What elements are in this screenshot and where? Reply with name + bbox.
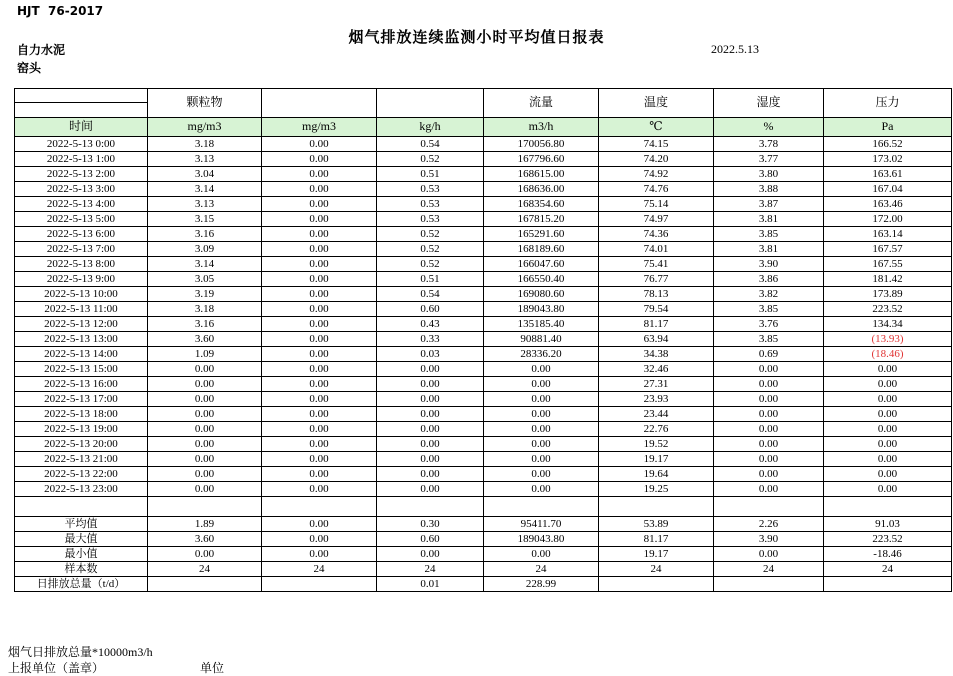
value-cell: 0.00	[714, 452, 824, 467]
value-cell: 19.25	[599, 482, 714, 497]
report-table	[14, 88, 952, 592]
value-cell: 76.77	[599, 272, 714, 287]
table-row	[15, 182, 952, 197]
row-label-cell: 2022-5-13 1:00	[15, 152, 148, 167]
summary-rows	[15, 517, 952, 592]
row-label-cell: 2022-5-13 12:00	[15, 317, 148, 332]
value-cell	[262, 577, 377, 592]
value-cell: 0.00	[714, 467, 824, 482]
value-cell: 0.60	[377, 532, 484, 547]
value-cell: 0.00	[148, 437, 262, 452]
unit-m3-h: m3/h	[484, 118, 599, 137]
table-row	[15, 362, 952, 377]
value-cell: 0.00	[377, 407, 484, 422]
value-cell: 19.64	[599, 467, 714, 482]
value-cell: 3.60	[148, 532, 262, 547]
value-cell: 0.00	[484, 467, 599, 482]
value-cell: 3.19	[148, 287, 262, 302]
value-cell: 0.00	[714, 482, 824, 497]
value-cell: 0.00	[262, 332, 377, 347]
row-label-cell: 2022-5-13 3:00	[15, 182, 148, 197]
value-cell: 0.00	[714, 362, 824, 377]
row-label-cell: 2022-5-13 0:00	[15, 137, 148, 152]
value-cell: 0.00	[262, 272, 377, 287]
value-cell: 0.00	[262, 182, 377, 197]
corner-cell-bottom	[15, 103, 148, 118]
value-cell: 19.17	[599, 452, 714, 467]
value-cell: 19.52	[599, 437, 714, 452]
value-cell: 74.15	[599, 137, 714, 152]
value-cell: 0.00	[377, 452, 484, 467]
value-cell: 74.20	[599, 152, 714, 167]
value-cell: 24	[714, 562, 824, 577]
value-cell: 0.53	[377, 182, 484, 197]
value-cell: 3.60	[148, 332, 262, 347]
value-cell: 189043.80	[484, 532, 599, 547]
row-label-cell: 2022-5-13 5:00	[15, 212, 148, 227]
value-cell: 0.00	[262, 437, 377, 452]
table-row	[15, 242, 952, 257]
value-cell: 0.00	[148, 392, 262, 407]
value-cell: 0.00	[262, 302, 377, 317]
value-cell: 0.00	[262, 377, 377, 392]
value-cell: 2.26	[714, 517, 824, 532]
value-cell: 0.00	[148, 422, 262, 437]
value-cell: 53.89	[599, 517, 714, 532]
value-cell: 0.00	[262, 392, 377, 407]
value-cell: 228.99	[484, 577, 599, 592]
value-cell: 90881.40	[484, 332, 599, 347]
value-cell: 3.14	[148, 182, 262, 197]
value-cell: 19.17	[599, 547, 714, 562]
value-cell: 74.76	[599, 182, 714, 197]
value-cell: 169080.60	[484, 287, 599, 302]
company-name: 自力水泥	[17, 43, 66, 57]
row-label-cell: 2022-5-13 4:00	[15, 197, 148, 212]
value-cell: 1.09	[148, 347, 262, 362]
value-cell: 0.43	[377, 317, 484, 332]
value-cell: 0.53	[377, 197, 484, 212]
value-cell: 0.00	[262, 362, 377, 377]
table-row	[15, 167, 952, 182]
value-cell: 0.00	[484, 392, 599, 407]
value-cell: 0.52	[377, 257, 484, 272]
group-header-temperature: 温度	[599, 89, 714, 118]
value-cell: 3.90	[714, 257, 824, 272]
value-cell: 0.00	[484, 452, 599, 467]
value-cell: 75.41	[599, 257, 714, 272]
value-cell: 0.00	[262, 482, 377, 497]
value-cell: 3.13	[148, 197, 262, 212]
summary-row	[15, 547, 952, 562]
value-cell: 0.00	[714, 547, 824, 562]
value-cell: 0.54	[377, 137, 484, 152]
row-label-cell: 平均值	[15, 517, 148, 532]
value-cell: 0.01	[377, 577, 484, 592]
value-cell: 163.14	[824, 227, 952, 242]
table-row	[15, 407, 952, 422]
value-cell: 23.44	[599, 407, 714, 422]
value-cell: 0.00	[262, 422, 377, 437]
value-cell: 0.54	[377, 287, 484, 302]
value-cell: 0.00	[262, 532, 377, 547]
value-cell: 168636.00	[484, 182, 599, 197]
value-cell: 24	[148, 562, 262, 577]
value-cell: 0.00	[377, 377, 484, 392]
value-cell: 0.00	[714, 392, 824, 407]
value-cell: 0.30	[377, 517, 484, 532]
value-cell: 0.00	[377, 422, 484, 437]
value-cell: 167815.20	[484, 212, 599, 227]
table-row	[15, 257, 952, 272]
value-cell: 223.52	[824, 532, 952, 547]
corner-cell-top	[15, 89, 148, 103]
table-row	[15, 317, 952, 332]
page-title: 烟气排放连续监测小时平均值日报表	[348, 28, 605, 46]
value-cell: 1.89	[148, 517, 262, 532]
table-row	[15, 392, 952, 407]
value-cell: 0.00	[262, 227, 377, 242]
value-cell: 0.00	[262, 347, 377, 362]
value-cell: 163.61	[824, 167, 952, 182]
row-label-cell: 最大值	[15, 532, 148, 547]
table-row	[15, 332, 952, 347]
unit-percent: %	[714, 118, 824, 137]
summary-row	[15, 577, 952, 592]
row-label-cell: 2022-5-13 14:00	[15, 347, 148, 362]
row-label-cell: 样本数	[15, 562, 148, 577]
value-cell: 0.00	[824, 392, 952, 407]
group-header-flow: 流量	[484, 89, 599, 118]
value-cell: 167.55	[824, 257, 952, 272]
value-cell: 0.00	[714, 437, 824, 452]
value-cell: 0.00	[148, 362, 262, 377]
value-cell: 170056.80	[484, 137, 599, 152]
value-cell: 3.82	[714, 287, 824, 302]
value-cell: 0.00	[484, 422, 599, 437]
value-cell: 3.87	[714, 197, 824, 212]
row-label-cell: 最小值	[15, 547, 148, 562]
table-row	[15, 347, 952, 362]
value-cell: 0.52	[377, 152, 484, 167]
value-cell: 0.00	[262, 452, 377, 467]
row-label-cell: 2022-5-13 13:00	[15, 332, 148, 347]
value-cell: 0.00	[824, 407, 952, 422]
value-cell: 0.00	[824, 467, 952, 482]
unit-mg-m3-2: mg/m3	[262, 118, 377, 137]
units-header-row	[15, 118, 952, 137]
value-cell: 0.00	[262, 257, 377, 272]
value-cell: 78.13	[599, 287, 714, 302]
value-cell: 27.31	[599, 377, 714, 392]
value-cell: 0.00	[714, 377, 824, 392]
value-cell: 3.90	[714, 532, 824, 547]
value-cell: 95411.70	[484, 517, 599, 532]
row-label-cell: 2022-5-13 11:00	[15, 302, 148, 317]
value-cell: 0.00	[484, 407, 599, 422]
row-label-cell: 日排放总量（t/d）	[15, 577, 148, 592]
value-cell: 0.00	[377, 482, 484, 497]
value-cell	[599, 577, 714, 592]
table-row	[15, 287, 952, 302]
table-row	[15, 482, 952, 497]
group-header-blank-2	[377, 89, 484, 118]
value-cell: 0.00	[484, 362, 599, 377]
unit-pa: Pa	[824, 118, 952, 137]
summary-row	[15, 517, 952, 532]
value-cell: (18.46)	[824, 347, 952, 362]
value-cell: 3.16	[148, 317, 262, 332]
value-cell: 79.54	[599, 302, 714, 317]
value-cell: 0.00	[262, 167, 377, 182]
value-cell: 3.78	[714, 137, 824, 152]
value-cell: 0.00	[262, 197, 377, 212]
value-cell: 3.85	[714, 302, 824, 317]
value-cell: 0.52	[377, 242, 484, 257]
doc-code: HJT 76-2017	[17, 4, 104, 18]
value-cell: 24	[824, 562, 952, 577]
table-row	[15, 227, 952, 242]
value-cell: 0.00	[148, 467, 262, 482]
value-cell: 0.00	[377, 392, 484, 407]
value-cell: 0.00	[484, 437, 599, 452]
value-cell: -18.46	[824, 547, 952, 562]
value-cell: 0.00	[377, 437, 484, 452]
value-cell: 166550.40	[484, 272, 599, 287]
value-cell: 0.00	[262, 242, 377, 257]
unit-mg-m3-1: mg/m3	[148, 118, 262, 137]
value-cell: 167.57	[824, 242, 952, 257]
group-header-particulate: 颗粒物	[148, 89, 262, 118]
value-cell: 28336.20	[484, 347, 599, 362]
value-cell: 75.14	[599, 197, 714, 212]
value-cell: 0.00	[484, 547, 599, 562]
table-row	[15, 212, 952, 227]
value-cell: 223.52	[824, 302, 952, 317]
value-cell: 3.14	[148, 257, 262, 272]
value-cell: 3.16	[148, 227, 262, 242]
value-cell: 0.00	[484, 482, 599, 497]
value-cell: 0.53	[377, 212, 484, 227]
row-label-cell: 2022-5-13 21:00	[15, 452, 148, 467]
header-time: 时间	[15, 118, 148, 137]
value-cell: 0.00	[714, 407, 824, 422]
value-cell: 63.94	[599, 332, 714, 347]
value-cell: 167796.60	[484, 152, 599, 167]
row-label-cell: 2022-5-13 19:00	[15, 422, 148, 437]
value-cell: 0.00	[148, 482, 262, 497]
value-cell: 0.00	[377, 362, 484, 377]
value-cell: 22.76	[599, 422, 714, 437]
value-cell: 189043.80	[484, 302, 599, 317]
value-cell: 3.15	[148, 212, 262, 227]
value-cell	[148, 577, 262, 592]
value-cell: 172.00	[824, 212, 952, 227]
value-cell: 3.86	[714, 272, 824, 287]
row-label-cell: 2022-5-13 22:00	[15, 467, 148, 482]
value-cell: 3.77	[714, 152, 824, 167]
value-cell: 168615.00	[484, 167, 599, 182]
value-cell: 0.00	[824, 482, 952, 497]
summary-row	[15, 532, 952, 547]
value-cell: (13.93)	[824, 332, 952, 347]
value-cell: 0.69	[714, 347, 824, 362]
table-row	[15, 137, 952, 152]
row-label-cell: 2022-5-13 2:00	[15, 167, 148, 182]
value-cell: 0.00	[714, 422, 824, 437]
group-header-row	[15, 89, 952, 103]
value-cell: 3.18	[148, 137, 262, 152]
value-cell: 0.00	[262, 137, 377, 152]
value-cell: 3.18	[148, 302, 262, 317]
value-cell: 0.03	[377, 347, 484, 362]
value-cell: 168354.60	[484, 197, 599, 212]
value-cell: 0.00	[262, 152, 377, 167]
value-cell: 24	[262, 562, 377, 577]
group-header-pressure: 压力	[824, 89, 952, 118]
value-cell: 166047.60	[484, 257, 599, 272]
value-cell: 3.80	[714, 167, 824, 182]
value-cell: 74.36	[599, 227, 714, 242]
value-cell: 165291.60	[484, 227, 599, 242]
value-cell: 0.60	[377, 302, 484, 317]
value-cell: 0.00	[148, 452, 262, 467]
value-cell: 0.00	[148, 407, 262, 422]
row-label-cell: 2022-5-13 20:00	[15, 437, 148, 452]
value-cell: 0.00	[377, 467, 484, 482]
monitor-point: 窑头	[17, 61, 42, 75]
row-label-cell: 2022-5-13 10:00	[15, 287, 148, 302]
value-cell: 0.33	[377, 332, 484, 347]
table-row	[15, 437, 952, 452]
value-cell: 0.52	[377, 227, 484, 242]
value-cell: 166.52	[824, 137, 952, 152]
value-cell: 0.00	[262, 212, 377, 227]
spacer-row	[15, 497, 952, 517]
value-cell: 74.01	[599, 242, 714, 257]
table-row	[15, 152, 952, 167]
value-cell: 81.17	[599, 317, 714, 332]
value-cell: 168189.60	[484, 242, 599, 257]
table-row	[15, 422, 952, 437]
row-label-cell: 2022-5-13 6:00	[15, 227, 148, 242]
row-label-cell: 2022-5-13 18:00	[15, 407, 148, 422]
data-rows	[15, 137, 952, 497]
value-cell: 163.46	[824, 197, 952, 212]
unit-kg-h: kg/h	[377, 118, 484, 137]
value-cell: 3.76	[714, 317, 824, 332]
value-cell: 3.88	[714, 182, 824, 197]
value-cell: 0.00	[377, 547, 484, 562]
group-header-humidity: 湿度	[714, 89, 824, 118]
value-cell	[714, 577, 824, 592]
value-cell: 0.00	[824, 437, 952, 452]
value-cell: 3.85	[714, 227, 824, 242]
value-cell: 173.89	[824, 287, 952, 302]
value-cell: 134.34	[824, 317, 952, 332]
value-cell: 24	[377, 562, 484, 577]
value-cell: 0.00	[824, 452, 952, 467]
value-cell: 34.38	[599, 347, 714, 362]
row-label-cell: 2022-5-13 17:00	[15, 392, 148, 407]
value-cell: 74.97	[599, 212, 714, 227]
value-cell: 81.17	[599, 532, 714, 547]
table-row	[15, 272, 952, 287]
value-cell: 181.42	[824, 272, 952, 287]
value-cell: 24	[484, 562, 599, 577]
row-label-cell: 2022-5-13 16:00	[15, 377, 148, 392]
table-row	[15, 302, 952, 317]
value-cell: 3.81	[714, 242, 824, 257]
value-cell: 0.00	[262, 407, 377, 422]
value-cell: 135185.40	[484, 317, 599, 332]
report-unit-label: 上报单位（盖章）	[8, 661, 105, 675]
row-label-cell: 2022-5-13 9:00	[15, 272, 148, 287]
value-cell: 3.05	[148, 272, 262, 287]
value-cell: 3.09	[148, 242, 262, 257]
row-label-cell: 2022-5-13 8:00	[15, 257, 148, 272]
value-cell: 0.00	[148, 547, 262, 562]
footer-note: 烟气日排放总量*10000m3/h	[8, 645, 153, 659]
value-cell: 167.04	[824, 182, 952, 197]
value-cell: 0.00	[262, 317, 377, 332]
unit-label: 单位	[200, 661, 225, 675]
summary-row	[15, 562, 952, 577]
value-cell: 173.02	[824, 152, 952, 167]
value-cell: 0.00	[262, 547, 377, 562]
table-row	[15, 377, 952, 392]
value-cell: 3.04	[148, 167, 262, 182]
value-cell: 0.00	[262, 517, 377, 532]
value-cell: 0.00	[824, 377, 952, 392]
value-cell: 91.03	[824, 517, 952, 532]
unit-celsius: ℃	[599, 118, 714, 137]
group-header-blank-1	[262, 89, 377, 118]
report-date: 2022.5.13	[711, 42, 759, 56]
value-cell	[824, 577, 952, 592]
value-cell: 3.85	[714, 332, 824, 347]
value-cell: 0.51	[377, 272, 484, 287]
row-label-cell: 2022-5-13 15:00	[15, 362, 148, 377]
value-cell: 0.00	[148, 377, 262, 392]
row-label-cell: 2022-5-13 7:00	[15, 242, 148, 257]
value-cell: 3.81	[714, 212, 824, 227]
table-row	[15, 197, 952, 212]
table-row	[15, 452, 952, 467]
value-cell: 74.92	[599, 167, 714, 182]
value-cell: 0.00	[824, 422, 952, 437]
value-cell: 32.46	[599, 362, 714, 377]
row-label-cell: 2022-5-13 23:00	[15, 482, 148, 497]
value-cell: 0.00	[262, 467, 377, 482]
value-cell: 24	[599, 562, 714, 577]
table-row	[15, 467, 952, 482]
value-cell: 3.13	[148, 152, 262, 167]
value-cell: 0.00	[262, 287, 377, 302]
value-cell: 0.00	[824, 362, 952, 377]
value-cell: 23.93	[599, 392, 714, 407]
value-cell: 0.51	[377, 167, 484, 182]
value-cell: 0.00	[484, 377, 599, 392]
